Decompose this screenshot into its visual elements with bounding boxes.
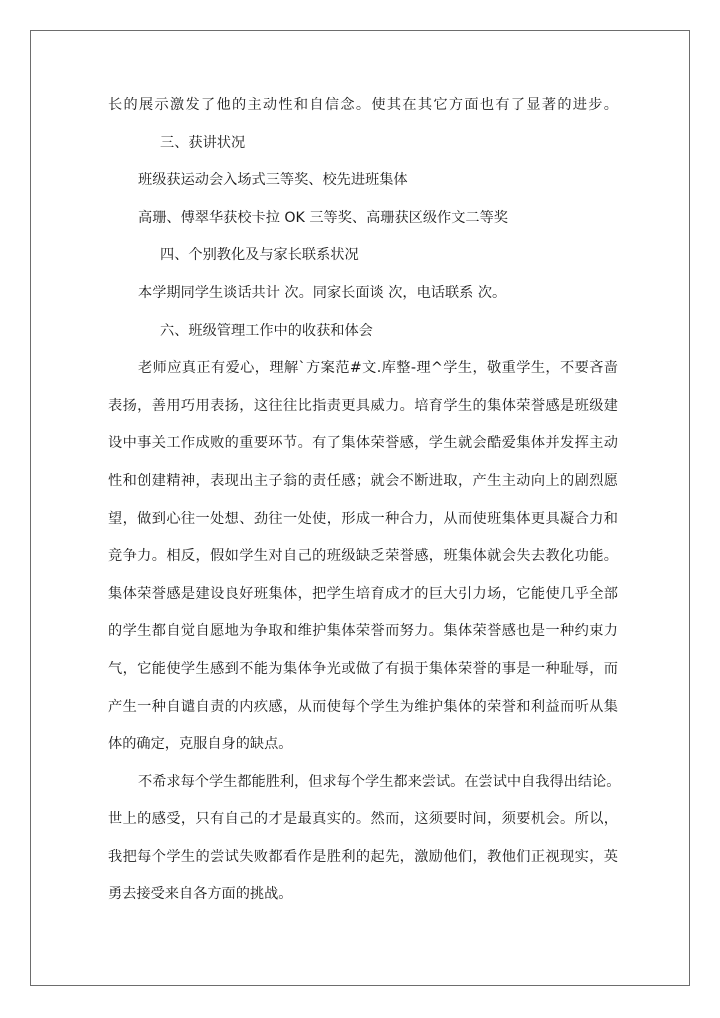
document-body [108,91,621,918]
text-line: 本学期同学生谈话共计 次。同家长面谈 次，电话联系 次。 [138,284,507,301]
text-line: 世上的感受，只有自己的才是最真实的。然而，这须要时间，须要机会。所以， [108,811,618,828]
text-line: 望，做到心往一处想、劲往一处使，形成一种合力，从而使班集体更具凝合力和 [108,510,618,527]
text-line: 不希求每个学生都能胜利，但求每个学生都来尝试。在尝试中自我得出结论。 [138,773,621,790]
text-line: 性和创建精神，表现出主子翁的责任感；就会不断进取，产生主动向上的剧烈愿 [108,472,618,489]
text-line: 老师应真正有爱心，理解`方案范#文.库整-理^学生，敬重学生，不要吝啬 [138,360,618,377]
text-line: 勇去接受来自各方面的挑战。 [108,886,293,903]
text-line: 班级获运动会入场式三等奖、校先进班集体 [138,172,408,189]
section-heading-individual-education: 四、个别教化及与家长联系状况 [160,247,359,264]
text-line: 气，它能使学生感到不能为集体争光或做了有损于集体荣誉的事是一种耻辱，而 [108,660,618,677]
text-line: 体的确定，克服自身的缺点。 [108,736,293,753]
text-line: 长的展示激发了他的主动性和自信念。使其在其它方面也有了显著的进步。 [108,97,618,113]
text-line: 表扬，善用巧用表扬，这往往比指责更具威力。培育学生的集体荣誉感是班级建 [108,397,618,414]
text-line: 竞争力。相反，假如学生对自己的班级缺乏荣誉感，班集体就会失去教化功能。 [108,548,618,565]
section-heading-awards: 三、获讲状况 [160,134,246,151]
text-line: 我把每个学生的尝试失败都看作是胜利的起先，激励他们，教他们正视现实，英 [108,848,618,865]
text-line: 高珊、傅翠华获校卡拉 OK 三等奖、高珊获区级作文二等奖 [138,209,508,226]
text-line: 产生一种自谴自责的内疚感，从而使每个学生为维护集体的荣誉和利益而听从集 [108,698,618,715]
section-heading-class-management: 六、班级管理工作中的收获和体会 [160,322,373,339]
text-line: 设中事关工作成败的重要环节。有了集体荣誉感，学生就会酷爱集体并发挥主动 [108,435,618,452]
text-line: 的学生都自觉自愿地为争取和维护集体荣誉而努力。集体荣誉感也是一种约束力 [108,623,618,640]
text-line: 集体荣誉感是建设良好班集体，把学生培育成才的巨大引力场，它能使几乎全部 [108,585,618,602]
